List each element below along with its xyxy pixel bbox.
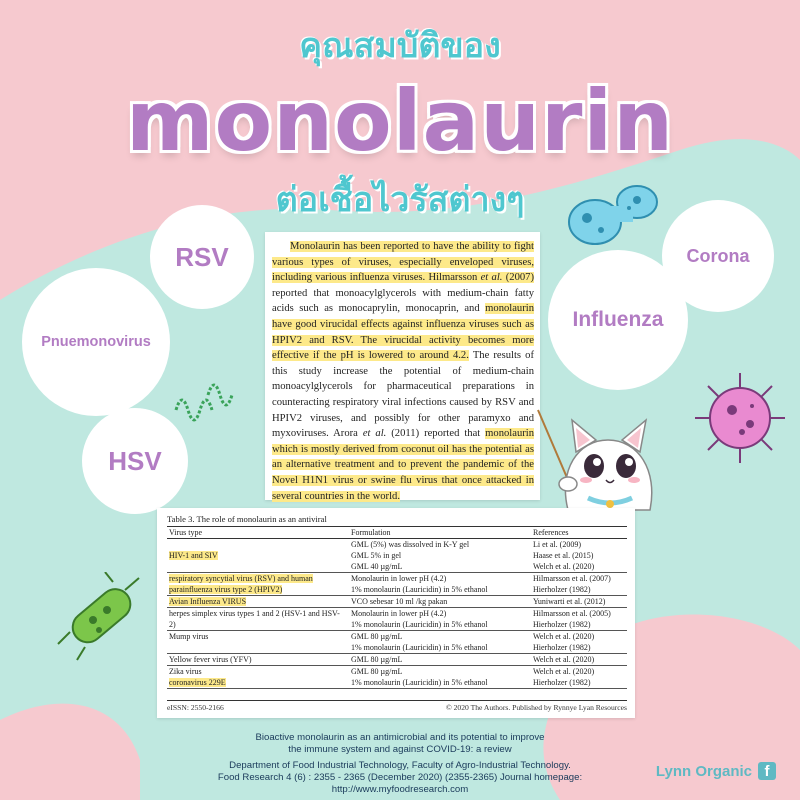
header-references: References bbox=[531, 527, 627, 539]
cell-virus bbox=[167, 642, 349, 654]
cell-virus: 2) bbox=[167, 619, 349, 631]
cell-ref: Welch et al. (2020) bbox=[533, 632, 595, 641]
cell-virus bbox=[167, 561, 349, 573]
bubble-corona-label: Corona bbox=[686, 245, 750, 266]
cell-ref: Welch et al. (2020) bbox=[531, 654, 627, 666]
table-footer bbox=[167, 700, 627, 712]
cell-formulation: 1% monolaurin (Lauricidin) in 5% ethanol bbox=[349, 642, 531, 654]
cell-formulation: 1% monolaurin (Lauricidin) in 5% ethanol bbox=[349, 677, 531, 689]
table-row bbox=[167, 573, 627, 585]
cell-ref: Hierholzer (1982) bbox=[531, 584, 627, 596]
table-row bbox=[167, 584, 627, 596]
blue-germ-icon bbox=[565, 180, 665, 250]
header-virus-type: Virus type bbox=[167, 527, 349, 539]
antiviral-table bbox=[167, 526, 627, 689]
table-row bbox=[167, 631, 627, 643]
table-header-row bbox=[167, 527, 627, 539]
facebook-icon[interactable]: f bbox=[758, 762, 776, 780]
table-row bbox=[167, 654, 627, 666]
plain-text-2: The results of this study increase the potential of medium-chain monoacylglycerols for pharmaceutical preparations in counteracting respiratory viral infections caused by RSV and HPIV2 viruses, and possibly for other paramyxo and myxoviruses. Arora bbox=[272, 350, 534, 440]
cell-virus bbox=[167, 573, 349, 585]
highlight-2: monolaurin have good virucidal effects against influenza viruses such as HPIV2 and RSV. The virucidal activity becomes more effective if the pH is lowered to around 4.2. bbox=[272, 303, 534, 362]
bubble-rsv bbox=[150, 205, 254, 309]
highlight-1-italic: et al. bbox=[480, 272, 503, 284]
highlight-1-tail: (2007) bbox=[502, 272, 534, 284]
cell-virus: Yellow fever virus (YFV) bbox=[167, 654, 349, 666]
cell-virus bbox=[167, 596, 349, 608]
table-row bbox=[167, 619, 627, 631]
table-row bbox=[167, 677, 627, 689]
paper-excerpt-card bbox=[265, 232, 540, 500]
cell-ref: Hierholzer (1982) bbox=[531, 619, 627, 631]
cell-ref: Welch et al. (2020) bbox=[531, 561, 627, 573]
cell-ref: Welch et al. (2020) bbox=[533, 667, 595, 676]
bubble-influenza bbox=[548, 250, 688, 390]
title-sub: ต่อเชื้อไวรัสต่างๆ bbox=[275, 180, 525, 220]
reference-line-2: the immune system and against COVID-19: a review bbox=[288, 744, 512, 755]
bubble-pneumovirus-label: Pnuemonovirus bbox=[41, 334, 151, 350]
cell-formulation: GML 80 µg/mL bbox=[351, 632, 403, 641]
cell-formulation: 1% monolaurin (Lauricidin) in 5% ethanol bbox=[349, 619, 531, 631]
cell-ref: Hilmarsson et al. (2005) bbox=[533, 609, 611, 618]
cell-virus-highlight: coronavirus 229E bbox=[169, 678, 226, 687]
bubble-influenza-label: Influenza bbox=[572, 308, 664, 331]
antiviral-table-card bbox=[157, 508, 635, 718]
cell-formulation: Monolaurin in lower pH (4.2) bbox=[351, 609, 447, 618]
table-row bbox=[167, 539, 627, 551]
cell-virus-highlight: respiratory syncytial virus (RSV) and human bbox=[169, 574, 313, 583]
cell-formulation: GML 5% in gel bbox=[351, 551, 402, 560]
cell-formulation: VCO sebesar 10 ml /kg pakan bbox=[349, 596, 531, 608]
reference-line-1: Bioactive monolaurin as an antimicrobial and its potential to improve bbox=[255, 732, 545, 743]
table-row bbox=[167, 550, 627, 561]
cell-formulation: 1% monolaurin (Lauricidin) in 5% ethanol bbox=[349, 584, 531, 596]
bubble-pneumovirus bbox=[22, 268, 170, 416]
cell-virus bbox=[167, 550, 349, 561]
cell-formulation: GML (5%) was dissolved in K-Y gel bbox=[351, 540, 470, 549]
cell-ref: Hierholzer (1982) bbox=[531, 677, 627, 689]
highlight-3: monolaurin which is mostly derived from coconut oil has the potential as an alternative treatment and to prevent the pandemic of the Novel H1N1 virus or swine flu virus that once attacked in several countries in the world. bbox=[272, 428, 535, 502]
paper-excerpt-text bbox=[272, 239, 534, 504]
table-row bbox=[167, 666, 627, 678]
plain-text-2-italic: et al. bbox=[362, 428, 387, 440]
table-row bbox=[167, 608, 627, 620]
highlight-1: Monolaurin has been reported to have the ability to fight various types of viruses, especially enveloped viruses, including various influenza viruses. Hilmarsson bbox=[272, 241, 534, 284]
table-caption: Table 3. The role of monolaurin as an antiviral bbox=[167, 514, 327, 524]
cell-formulation: GML 80 µg/mL bbox=[349, 654, 531, 666]
cell-formulation: GML 40 µg/mL bbox=[349, 561, 531, 573]
plain-text-2-tail: (2011) reported that bbox=[386, 428, 486, 440]
cell-virus-highlight: HIV-1 and SIV bbox=[169, 551, 218, 560]
cell-ref: Yuniwarti et al. (2012) bbox=[531, 596, 627, 608]
pink-virus-icon bbox=[690, 368, 790, 468]
green-squiggle-icon bbox=[168, 370, 248, 430]
table-row bbox=[167, 596, 627, 608]
bubble-rsv-label: RSV bbox=[175, 241, 229, 272]
table-footer-copyright: © 2020 The Authors. Published by Rynnye Lyan Resources bbox=[445, 703, 627, 712]
cell-ref: Haase et al. (2015) bbox=[533, 551, 594, 560]
green-bacteria-icon bbox=[55, 572, 145, 662]
plain-text-1: reported that monoacylglycerols with medium-chain fatty acids such as monocaprylin, monocaprin, and bbox=[272, 287, 534, 315]
cell-ref: Li et al. (2009) bbox=[533, 540, 581, 549]
header-formulation: Formulation bbox=[349, 527, 531, 539]
reference-line-3: Department of Food Industrial Technology, Faculty of Agro-Industrial Technology. bbox=[229, 760, 571, 771]
cell-virus-highlight: parainfluenza virus type 2 (HPIV2) bbox=[169, 585, 283, 594]
table-row bbox=[167, 642, 627, 654]
cell-formulation: Monolaurin in lower pH (4.2) bbox=[351, 574, 447, 583]
cell-virus bbox=[167, 677, 349, 689]
cell-virus-highlight: Avian Influenza VIRUS bbox=[169, 597, 247, 606]
table-row bbox=[167, 561, 627, 573]
cell-virus bbox=[167, 584, 349, 596]
cat-mascot-icon bbox=[528, 400, 688, 520]
cell-ref: Hilmarsson et al. (2007) bbox=[533, 574, 611, 583]
reference-line-4: Food Research 4 (6) : 2355 - 2365 (December 2020) (2355-2365) Journal homepage: http://www.myfoodresearch.com bbox=[217, 772, 583, 795]
bubble-hsv-label: HSV bbox=[108, 445, 162, 476]
brand-name: Lynn Organic bbox=[655, 763, 752, 780]
cell-virus: Zika virus bbox=[169, 667, 202, 676]
cell-ref: Hierholzer (1982) bbox=[531, 642, 627, 654]
cell-virus: Mump virus bbox=[169, 632, 209, 641]
cell-virus: herpes simplex virus types 1 and 2 (HSV-1 and HSV- bbox=[169, 609, 340, 618]
cell-virus bbox=[167, 539, 349, 551]
table-footer-issn: eISSN: 2550-2166 bbox=[167, 703, 224, 712]
cell-formulation: GML 80 µg/mL bbox=[351, 667, 403, 676]
title-main: monolaurin bbox=[125, 72, 675, 170]
title-top: คุณสมบัติของ bbox=[299, 26, 501, 66]
